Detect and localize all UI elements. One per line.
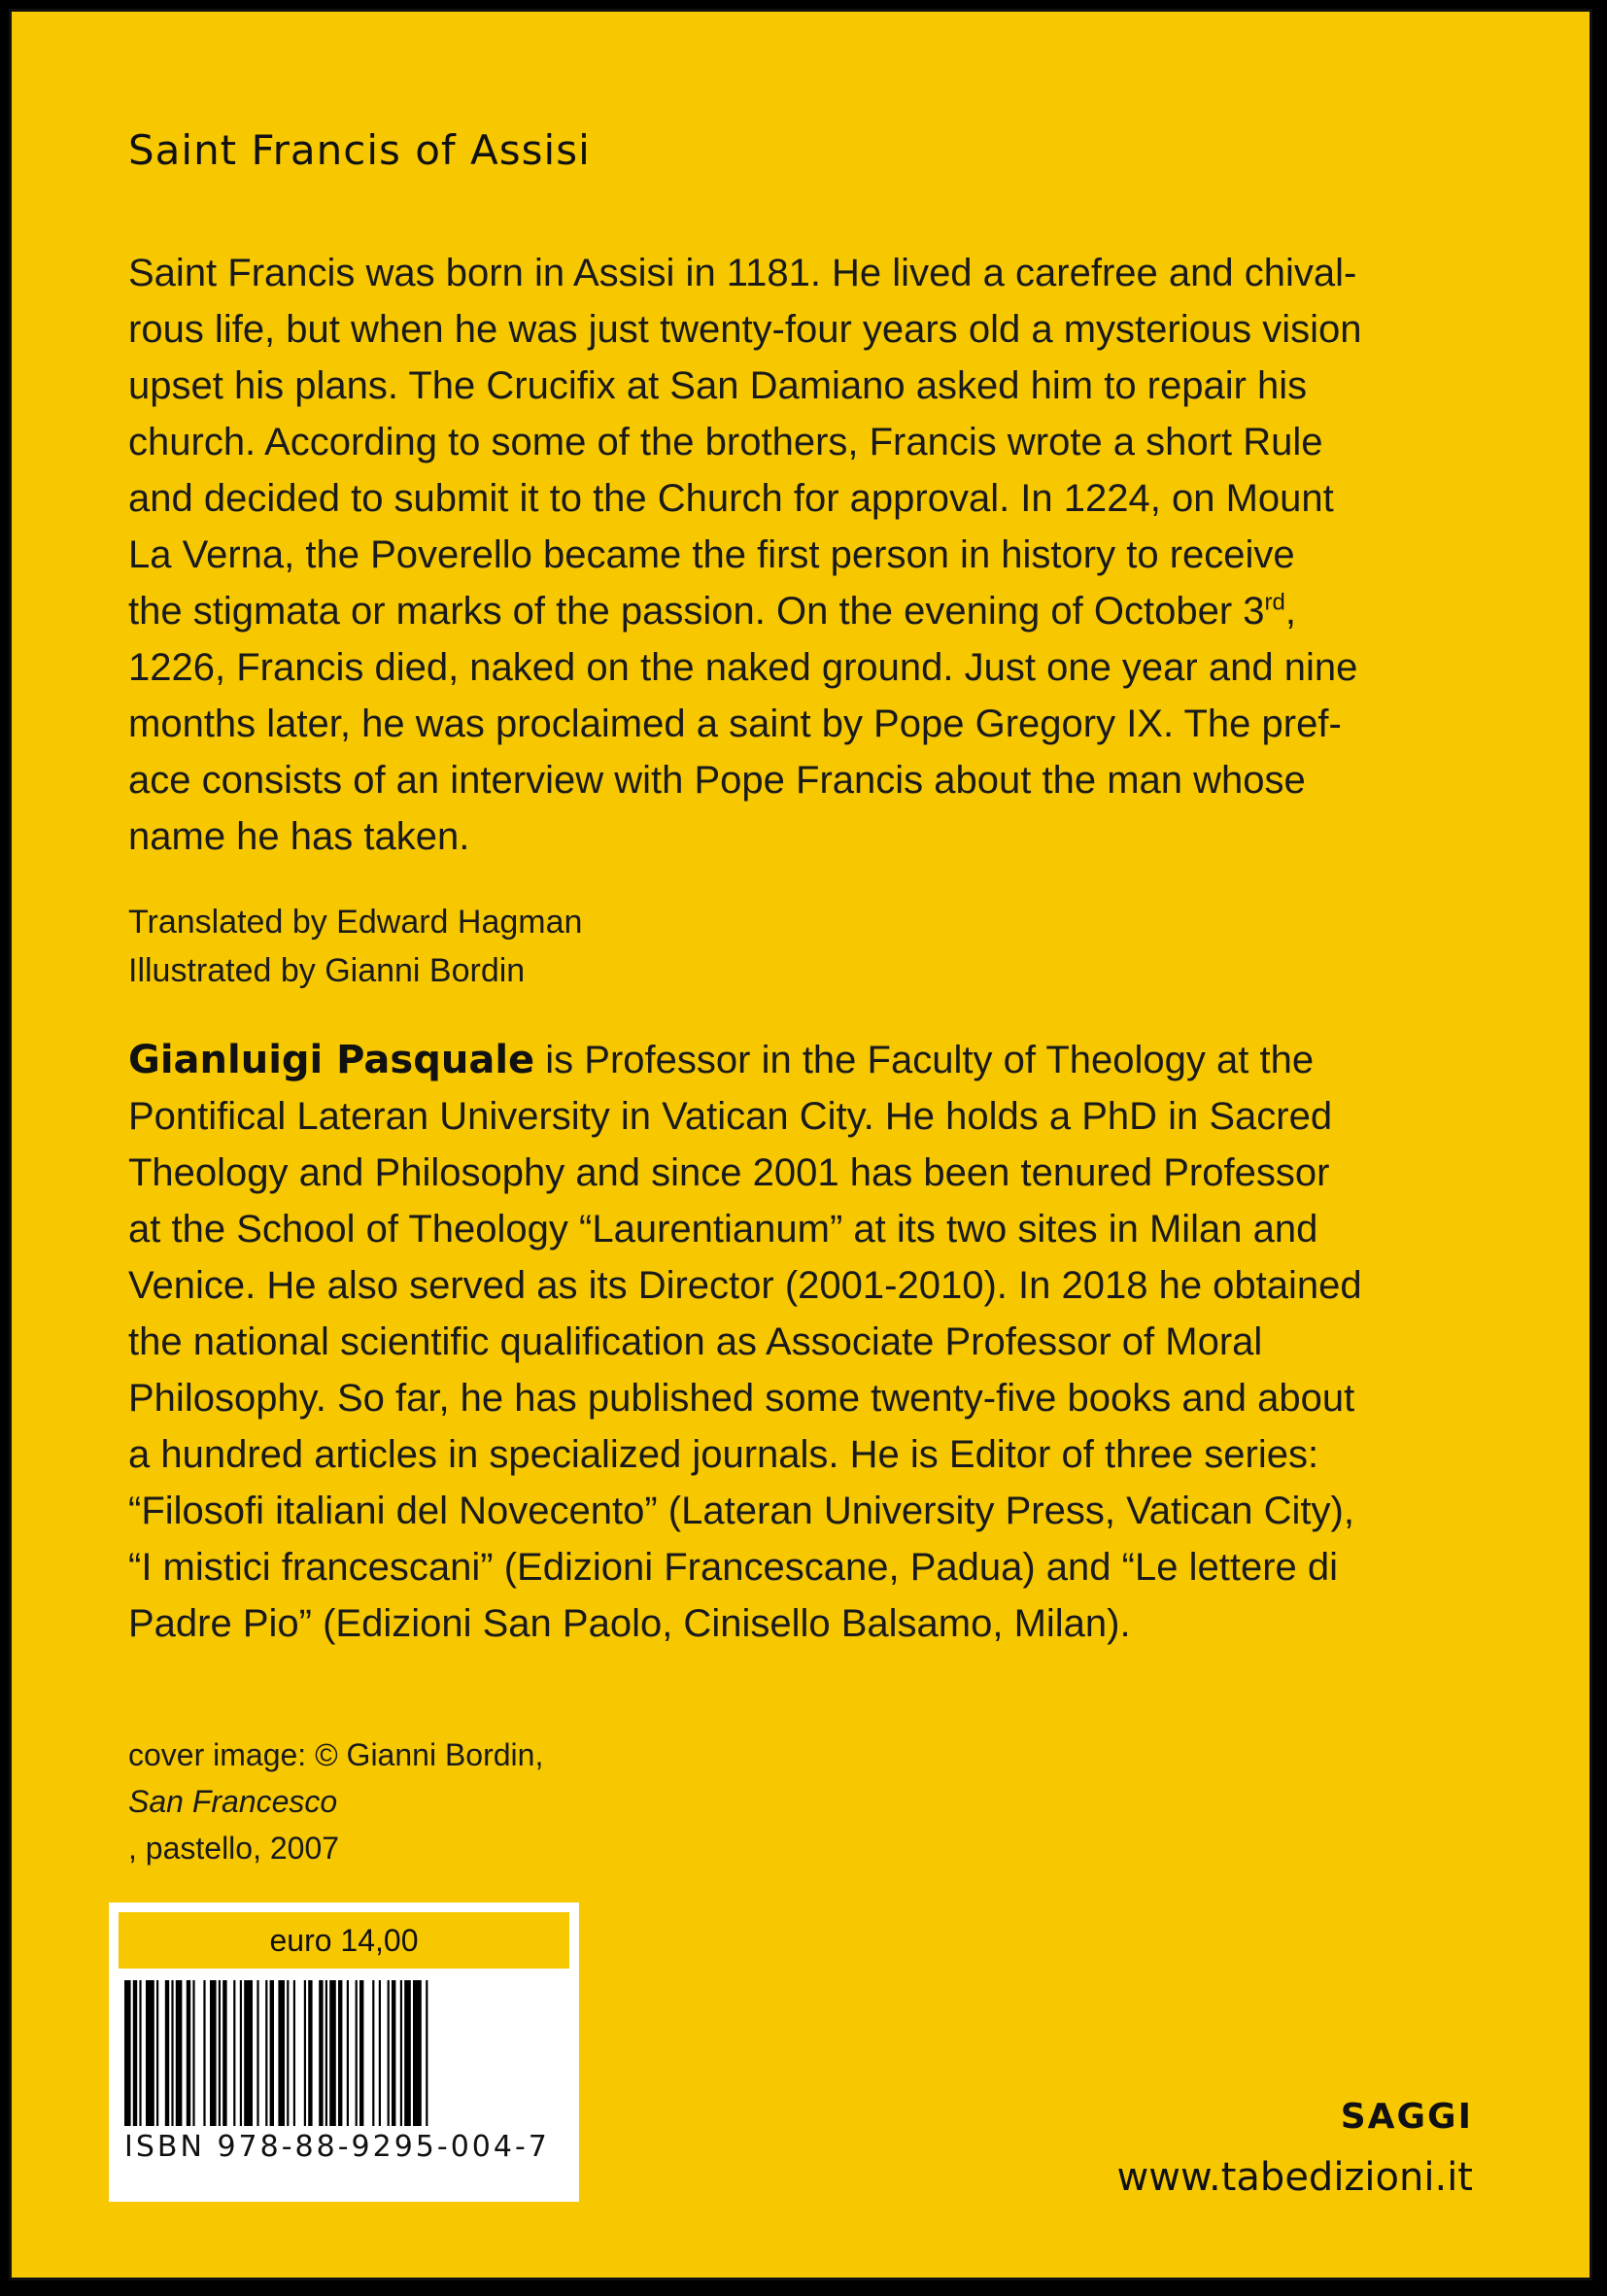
barcode-bar (388, 1980, 390, 2126)
barcode-bar (222, 1980, 226, 2126)
illustrator-credit: Illustrated by Gianni Bordin (128, 952, 526, 989)
barcode-bar (319, 1980, 323, 2126)
barcode-bar (304, 1980, 306, 2126)
barcode-bar (379, 1980, 381, 2126)
barcode-bar (210, 1980, 217, 2126)
price-label: euro 14,00 (119, 1912, 569, 1969)
barcode-bar (133, 1980, 137, 2126)
barcode-bar (325, 1980, 327, 2126)
barcode-bar (347, 1980, 349, 2126)
barcode-bar (165, 1980, 169, 2126)
barcode-bar (233, 1980, 235, 2126)
bio-line: “I mistici francescani” (Edizioni Francescane, Padua) and “Le lettere di (128, 1546, 1338, 1589)
publisher-website[interactable]: www.tabedizioni.it (1116, 2155, 1473, 2200)
summary-line: church. According to some of the brothers, Francis wrote a short Rule (128, 421, 1323, 463)
artwork-medium: , pastello, 2007 (128, 1831, 340, 1866)
barcode-image (119, 1980, 569, 2126)
barcode-bar (256, 1980, 258, 2126)
barcode-bar (372, 1980, 374, 2126)
translator-credit: Translated by Edward Hagman (128, 904, 583, 941)
artwork-title: San Francesco (128, 1784, 338, 1819)
bio-line: Venice. He also served as its Director (2001-2010). In 2018 he obtained (128, 1264, 1362, 1307)
barcode-bar (156, 1980, 158, 2126)
bio-line: at the School of Theology “Laurentianum” at its two sites in Milan and (128, 1208, 1318, 1251)
barcode-bar (278, 1980, 285, 2126)
barcode-bar (192, 1980, 194, 2126)
barcode-bar (176, 1980, 183, 2126)
summary-line: upset his plans. The Crucifix at San Damiano asked him to repair his (128, 364, 1308, 407)
bio-line: Theology and Philosophy and since 2001 has been tenured Professor (128, 1151, 1330, 1194)
barcode-bar (171, 1980, 173, 2126)
summary-line: 1226, Francis died, naked on the naked ground. Just one year and nine (128, 646, 1358, 689)
summary-line: name he has taken. (128, 815, 470, 858)
cover-image-credit (128, 1731, 543, 1871)
bio-line: Pontifical Lateran University in Vatican City. He holds a PhD in Sacred (128, 1095, 1333, 1138)
summary-line: and decided to submit it to the Church for approval. In 1224, on Mount (128, 477, 1334, 520)
barcode-bar (146, 1980, 154, 2126)
summary-line: rous life, but when he was just twenty-four years old a mysterious vision (128, 308, 1362, 351)
summary-line: La Verna, the Poverello became the first person in history to receive (128, 533, 1295, 576)
barcode-bar (359, 1980, 363, 2126)
barcode-bar (244, 1980, 253, 2126)
bio-line: “Filosofi italiani del Novecento” (Lateran University Press, Vatican City), (128, 1490, 1354, 1532)
summary-line (128, 583, 1508, 639)
book-title: Saint Francis of Assisi (128, 126, 591, 174)
barcode-bar (187, 1980, 190, 2126)
isbn-number: ISBN 978-88-9295-004-7 (124, 2130, 550, 2164)
barcode-bar (400, 1980, 402, 2126)
summary-line: ace consists of an interview with Pope Francis about the man whose (128, 759, 1306, 802)
cover-credit-line: cover image: © Gianni Bordin, (128, 1737, 544, 1772)
barcode-box (109, 1902, 579, 2202)
bio-line: a hundred articles in specialized journals. He is Editor of three series: (128, 1433, 1319, 1476)
barcode-bar (265, 1980, 267, 2126)
barcode-bar (203, 1980, 205, 2126)
barcode-bar (240, 1980, 242, 2126)
bio-line (128, 1032, 1508, 1088)
barcode-bar (139, 1980, 141, 2126)
bio-line: Padre Pio” (Edizioni San Paolo, Cinisello Balsamo, Milan). (128, 1602, 1131, 1645)
barcode-bar (338, 1980, 342, 2126)
cover-credit-line (128, 1778, 543, 1871)
barcode-bar (356, 1980, 358, 2126)
author-bio (128, 1032, 1508, 1652)
barcode-bar (293, 1980, 295, 2126)
barcode-bar (270, 1980, 274, 2126)
barcode-bar (392, 1980, 395, 2126)
author-name: Gianluigi Pasquale (128, 1038, 535, 1082)
series-name: SAGGI (1340, 2097, 1473, 2137)
summary-line: Saint Francis was born in Assisi in 1181. He lived a carefree and chival- (128, 252, 1357, 294)
barcode-bar (287, 1980, 289, 2126)
barcode-bar (124, 1980, 131, 2126)
summary-line: months later, he was proclaimed a saint by Pope Gregory IX. The pref- (128, 703, 1342, 745)
barcode-bar (219, 1980, 221, 2126)
bio-line: Philosophy. So far, he has published some twenty-five books and about (128, 1377, 1355, 1420)
summary-line-text: the stigmata or marks of the passion. On the evening of October 3 (128, 590, 1265, 633)
book-summary (128, 245, 1508, 865)
bio-line: the national scientific qualification as Associate Professor of Moral (128, 1320, 1263, 1363)
barcode-bar (413, 1980, 422, 2126)
credits (128, 898, 582, 995)
barcode-bar (329, 1980, 336, 2126)
back-cover (9, 9, 1592, 2280)
bio-line-text: is Professor in the Faculty of Theology at the (534, 1039, 1315, 1081)
barcode-bar (426, 1980, 427, 2126)
barcode-bar (308, 1980, 312, 2126)
barcode-bar (404, 1980, 411, 2126)
ordinal-suffix: rd (1264, 589, 1285, 616)
summary-comma: , (1284, 590, 1296, 633)
